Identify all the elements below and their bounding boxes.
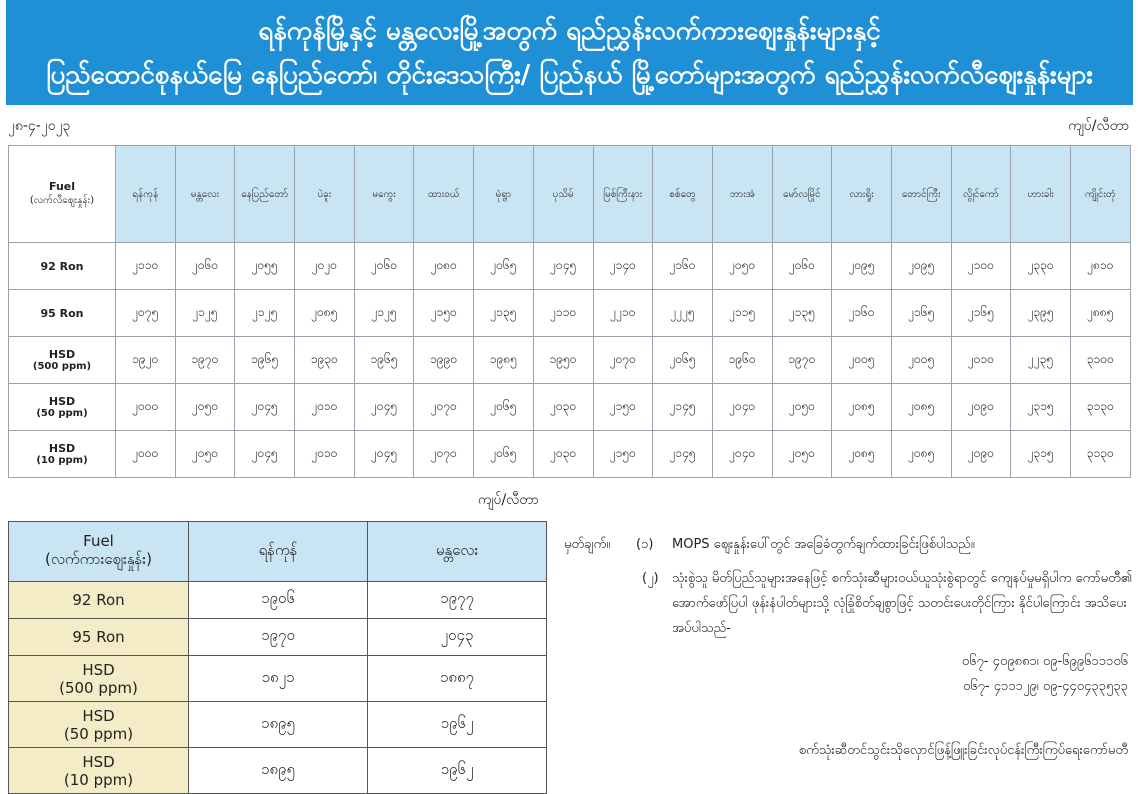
fuel-type-cell [9, 337, 116, 384]
price-cell: ၂၀၆၀ [354, 243, 414, 290]
city-header: မကွေး [354, 146, 414, 243]
price-cell: ၁၉၇၀ [175, 337, 235, 384]
price-cell: ၂၀၄၅ [235, 431, 295, 478]
table-row [9, 748, 547, 794]
price-cell: ၁၉၅၀ [533, 337, 593, 384]
price-cell: ၁၉၆၀ [712, 337, 772, 384]
price-cell: ၂၀၄၀ [712, 384, 772, 431]
price-cell: ၂၈၁၀ [1071, 243, 1131, 290]
committee-name: စက်သုံးဆီတင်သွင်းသိုလှောင်ဖြန့်ဖြူးခြင်းလုပ်ငန်းကြီးကြပ်ရေးကော်မတီ [798, 743, 1128, 758]
fuel-type-cell [9, 702, 189, 748]
price-cell: ၁၉၆၅ [354, 337, 414, 384]
retail-fuel-header-sub: (လက်လီဈေးနှုန်း) [29, 195, 95, 206]
price-cell: ၃၁၃၀ [1071, 431, 1131, 478]
table-row [9, 619, 547, 656]
price-cell: ၂၀၀၅ [891, 337, 951, 384]
price-cell: ၁၉၆၂ [368, 748, 547, 794]
price-cell: ၂၀၆၀ [175, 243, 235, 290]
city-header: မုံရွာ [474, 146, 534, 243]
price-cell: ၁၉၆၅ [235, 337, 295, 384]
city-header: မော်လမြိုင် [772, 146, 832, 243]
table-row [9, 290, 1131, 337]
retail-fuel-header [9, 146, 116, 243]
price-cell: ၂၁၀၀ [951, 243, 1011, 290]
price-cell: ၂၀၈၅ [295, 290, 355, 337]
price-cell: ၂၀၇၅ [116, 290, 176, 337]
price-cell: ၂၀၅၅ [235, 243, 295, 290]
retail-header-row [9, 146, 1131, 243]
city-header: မြစ်ကြီးနား [593, 146, 653, 243]
wholesale-header-row [9, 522, 547, 582]
price-cell: ၂၀၇၀ [414, 384, 474, 431]
price-cell: ၂၀၅၀ [712, 243, 772, 290]
price-cell: ၂၁၄၅ [653, 384, 713, 431]
price-cell: ၂၀၄၅ [354, 431, 414, 478]
price-cell: ၂၃၁၅ [1011, 431, 1071, 478]
price-cell: ၂၁၄၅ [653, 431, 713, 478]
price-cell: ၁၉၉၀ [414, 337, 474, 384]
price-cell: ၂၁၃၅ [474, 290, 534, 337]
unit-label-top: ကျပ်/လီတာ [1068, 118, 1129, 134]
price-cell: ၁၉၀၆ [189, 582, 368, 619]
price-cell: ၂၀၈၅ [832, 431, 892, 478]
note-1-text: MOPS ဈေးနှုန်းပေါ်တွင် အခြေခံတွက်ချက်ထားခြင်းဖြစ်ပါသည်။ [672, 537, 975, 552]
table-row [9, 384, 1131, 431]
price-cell: ၂၀၆၅ [653, 337, 713, 384]
fuel-type-sub: (10 ppm) [63, 770, 134, 789]
price-cell: ၂၀၀၅ [832, 337, 892, 384]
price-cell: ၂၀၈၅ [832, 384, 892, 431]
fuel-type-label: 95 Ron [40, 306, 84, 320]
price-cell: ၂၀၄၅ [235, 384, 295, 431]
fuel-type-label: HSD [82, 706, 115, 725]
price-cell: ၂၀၀၀ [116, 384, 176, 431]
price-cell: ၂၁၂၅ [354, 290, 414, 337]
phone-line-2: ၀၆၇- ၄၁၁၁၂၉၊ ၀၉-၄၄၀၄၃၃၅၃၃ [962, 679, 1128, 694]
price-cell: ၂၀၅၀ [175, 384, 235, 431]
price-cell: ၂၀၀၀ [116, 431, 176, 478]
price-cell: ၂၀၈၅ [891, 431, 951, 478]
price-cell: ၁၈၈၇ [368, 656, 547, 702]
city-header: နေပြည်တော် [235, 146, 295, 243]
title-banner [6, 0, 1133, 105]
fuel-type-sub: (10 ppm) [36, 455, 88, 466]
price-cell: ၂၁၁၀ [116, 243, 176, 290]
wholesale-col-mandalay: မန္တလေး [368, 522, 547, 582]
price-cell: ၂၁၂၅ [175, 290, 235, 337]
price-cell: ၁၉၈၅ [474, 337, 534, 384]
fuel-type-label: 92 Ron [40, 259, 84, 273]
price-cell: ၂၀၁၀ [951, 337, 1011, 384]
price-cell: ၂၀၉၀ [951, 431, 1011, 478]
wholesale-fuel-header-sub: (လက်ကားဈေးနှုန်း) [45, 549, 152, 568]
title-line-2: ပြည်ထောင်စုနယ်မြေ နေပြည်တော်၊ တိုင်းဒေသကြီး/ ပြည်နယ် မြို့တော်များအတွက် ရည်ညွှန်းလက်လီဈေးနှုန်းများ [46, 60, 1093, 90]
fuel-type-label: HSD [48, 348, 76, 361]
fuel-type-sub: (500 ppm) [59, 678, 138, 697]
fuel-type-sub: (50 ppm) [36, 408, 88, 419]
price-cell: ၂၁၄၀ [593, 243, 653, 290]
table-row [9, 656, 547, 702]
city-header: စစ်တွေ [653, 146, 713, 243]
price-cell: ၂၂၁၀ [593, 290, 653, 337]
fuel-type-cell [9, 656, 189, 702]
table-row [9, 337, 1131, 384]
price-cell: ၁၈၂၁ [189, 656, 368, 702]
price-cell: ၂၀၁၀ [295, 384, 355, 431]
note-2-text: သုံးစွဲသူ မိတ်ပြည်သူများအနေဖြင့် စက်သုံးဆီများဝယ်ယူသုံးစွဲရာတွင် ကျေနပ်မှုမရှိပါက ကော်မတီ၏ အောက်ဖော်ပြပါ ဖုန်းနံပါတ်များသို့ လုံခြုံစိတ်ချစွာဖြင့် သတင်းပေးတိုင်ကြား နိုင်ပါကြောင်း အသိပေးအပ်ပါသည်- [672, 571, 1133, 636]
fuel-type-cell [9, 748, 189, 794]
price-cell: ၁၉၃၀ [295, 337, 355, 384]
fuel-type-cell [9, 290, 116, 337]
price-cell: ၂၀၄၃ [368, 619, 547, 656]
price-cell: ၂၁၆၅ [951, 290, 1011, 337]
fuel-type-sub: (50 ppm) [63, 724, 134, 743]
city-header: တောင်ကြီး [891, 146, 951, 243]
fuel-type-label: 95 Ron [72, 628, 125, 646]
price-cell: ၂၁၂၅ [235, 290, 295, 337]
price-cell: ၂၀၃၀ [533, 384, 593, 431]
table-row [9, 702, 547, 748]
city-header: ထားဝယ် [414, 146, 474, 243]
price-cell: ၂၀၂၀ [295, 243, 355, 290]
city-header: ပဲခူး [295, 146, 355, 243]
table-row [9, 582, 547, 619]
price-cell: ၂၀၇၀ [414, 431, 474, 478]
price-cell: ၁၉၆၂ [368, 702, 547, 748]
price-cell: ၂၁၅၀ [414, 290, 474, 337]
price-cell: ၂၁၆၀ [832, 290, 892, 337]
fuel-type-cell [9, 243, 116, 290]
unit-label-mid: ကျပ်/လီတာ [478, 492, 539, 508]
price-cell: ၂၀၁၀ [295, 431, 355, 478]
price-cell: ၂၀၆၅ [474, 384, 534, 431]
price-cell: ၂၀၉၀ [951, 384, 1011, 431]
wholesale-col-yangon: ရန်ကုန် [189, 522, 368, 582]
fuel-type-cell [9, 582, 189, 619]
wholesale-fuel-header-label: Fuel [83, 531, 114, 550]
fuel-type-cell [9, 619, 189, 656]
fuel-type-label: HSD [82, 752, 115, 771]
price-cell: ၂၁၅၀ [593, 431, 653, 478]
price-cell: ၁၈၉၅ [189, 702, 368, 748]
price-cell: ၁၉၇၀ [772, 337, 832, 384]
price-cell: ၂၀၉၅ [891, 243, 951, 290]
city-header: လားရှိုး [832, 146, 892, 243]
price-cell: ၂၁၃၅ [772, 290, 832, 337]
city-header: မန္တလေး [175, 146, 235, 243]
wholesale-fuel-header [9, 522, 189, 582]
wholesale-price-table [8, 521, 547, 794]
price-cell: ၂၀၆၅ [474, 431, 534, 478]
fuel-type-label: 92 Ron [72, 591, 125, 609]
city-header: လွိုင်ကော် [951, 146, 1011, 243]
price-cell: ၂၃၃၀ [1011, 243, 1071, 290]
price-cell: ၂၀၅၀ [772, 431, 832, 478]
price-cell: ၂၃၁၅ [1011, 384, 1071, 431]
table-row [9, 243, 1131, 290]
price-cell: ၂၁၆၀ [653, 243, 713, 290]
city-header: ဘားအံ [712, 146, 772, 243]
note-2-number: (၂) [642, 571, 659, 586]
fuel-type-cell [9, 384, 116, 431]
price-cell: ၂၀၉၅ [832, 243, 892, 290]
price-cell: ၂၀၈၀ [414, 243, 474, 290]
city-header: ဟားခါး [1011, 146, 1071, 243]
date-label: ၂၈-၄-၂၀၂၃ [8, 118, 71, 134]
price-cell: ၂၁၁၅ [712, 290, 772, 337]
phone-line-1: ၀၆၇- ၄၀၉၈၈၁၊ ၀၉-၆၉၉၆၁၁၁၀၆ [961, 654, 1128, 669]
city-header: ကျိုင်းတုံ [1071, 146, 1131, 243]
price-cell: ၂၁၁၀ [533, 290, 593, 337]
table-row [9, 431, 1131, 478]
price-cell: ၂၃၉၅ [1011, 290, 1071, 337]
price-cell: ၂၂၃၅ [1011, 337, 1071, 384]
price-cell: ၂၀၇၀ [593, 337, 653, 384]
city-header: ရန်ကုန် [116, 146, 176, 243]
price-cell: ၂၀၈၅ [891, 384, 951, 431]
city-header: ပုသိမ် [533, 146, 593, 243]
fuel-type-label: HSD [48, 395, 76, 408]
price-cell: ၃၁၃၀ [1071, 384, 1131, 431]
fuel-type-label: HSD [82, 660, 115, 679]
fuel-type-cell [9, 431, 116, 478]
price-cell: ၁၉၇၇ [368, 582, 547, 619]
price-cell: ၁၉၂၀ [116, 337, 176, 384]
price-cell: ၂၀၅၀ [175, 431, 235, 478]
retail-price-table [8, 145, 1131, 478]
note-1-number: (၁) [636, 537, 654, 552]
retail-fuel-header-label: Fuel [48, 180, 76, 193]
price-cell: ၂၀၅၀ [772, 384, 832, 431]
price-cell: ၂၀၆၅ [474, 243, 534, 290]
price-cell: ၃၁၀၀ [1071, 337, 1131, 384]
price-cell: ၂၀၃၀ [533, 431, 593, 478]
fuel-type-label: HSD [48, 442, 76, 455]
price-cell: ၂၂၂၅ [653, 290, 713, 337]
price-cell: ၁၉၇၀ [189, 619, 368, 656]
price-cell: ၁၈၉၅ [189, 748, 368, 794]
price-cell: ၂၀၄၅ [354, 384, 414, 431]
price-cell: ၂၀၄၀ [712, 431, 772, 478]
fuel-type-sub: (500 ppm) [32, 361, 92, 372]
price-cell: ၂၀၄၅ [533, 243, 593, 290]
price-cell: ၂၀၆၀ [772, 243, 832, 290]
price-cell: ၂၁၅၀ [593, 384, 653, 431]
price-cell: ၂၁၆၅ [891, 290, 951, 337]
title-line-1: ရန်ကုန်မြို့နှင့် မန္တလေးမြို့အတွက် ရည်ညွှန်းလက်ကားဈေးနှုန်းများနှင့် [258, 16, 881, 46]
notes-label: မှတ်ချက်။ [564, 537, 611, 552]
price-cell: ၂၈၈၅ [1071, 290, 1131, 337]
